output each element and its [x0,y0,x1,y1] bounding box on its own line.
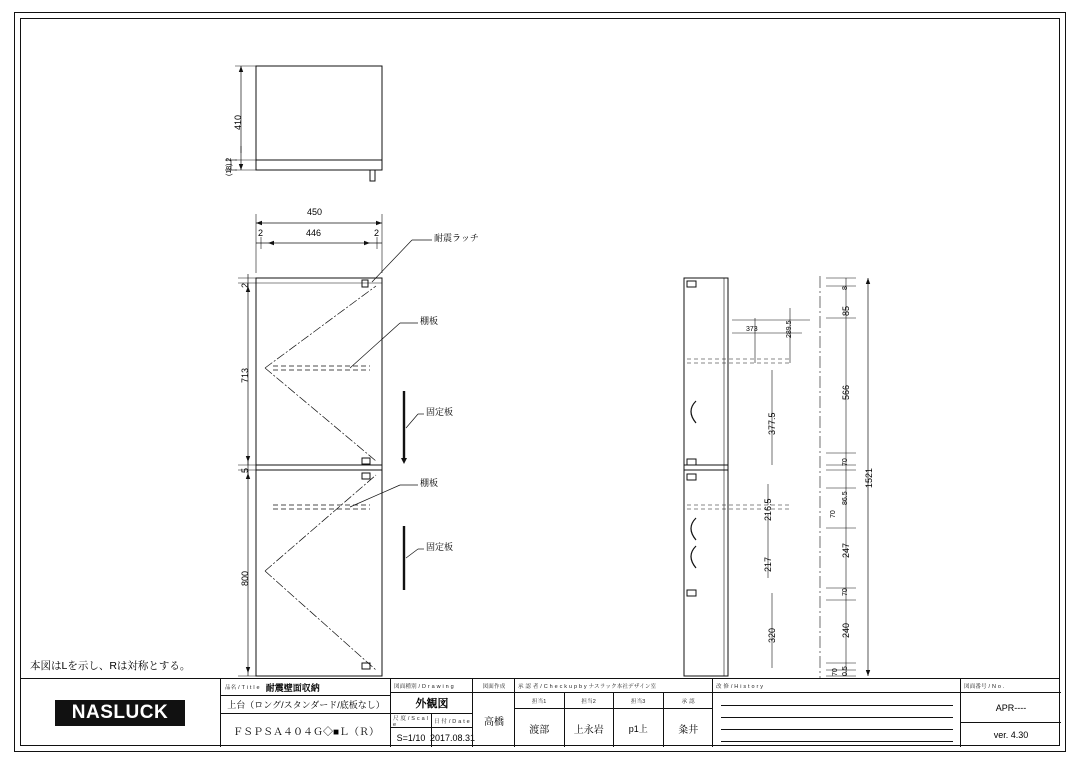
check-col-1-caption: 担当2 [581,698,597,705]
drawing-name: 外観図 [415,698,449,710]
scale-caption: 尺 度 / S c a l e [393,715,428,728]
title-line1: 耐震壁面収納 [265,682,320,693]
version-value: ver. 4.30 [993,730,1029,740]
callout-latch: 耐震ラッチ [434,233,479,243]
title-caption: 品名 / T i t l e [225,685,260,691]
side-dim-377-5: 377.5 [767,412,777,435]
history-line-1 [721,705,953,706]
side-view-outline [684,278,728,676]
check-col-0-value: 渡部 [529,724,550,736]
drawing-area [20,18,1060,678]
callout-fixed-plate-upper: 固定板 [426,407,454,417]
side-right-dim-247: 247 [841,542,851,558]
side-dim-320: 320 [767,627,777,643]
drawing-type-column [390,679,476,747]
check-col-0-caption: 担当1 [531,698,547,705]
approval-column [514,679,712,747]
check-col-3-caption: 承 認 [681,698,695,705]
side-overall-height-dim: 1521 [864,467,874,488]
date-value: 2017.08.31 [429,732,476,743]
history-column [712,679,960,747]
callout-fixed-plate-lower: 固定板 [426,542,454,552]
check-col-3-value: 粂井 [678,724,699,736]
side-right-dim-240: 240 [841,622,851,638]
side-right-dim-70-d: 70 [832,668,839,676]
scale-value: S=1/10 [396,732,426,743]
history-line-2 [721,717,953,718]
side-right-dim-8: 8 [842,286,849,290]
title-column [220,679,390,747]
side-right-dim-70-a: 70 [842,458,849,466]
side-right-dim-70-c: 70 [842,588,849,596]
side-right-dim-0-5: 0.5 [842,666,849,676]
front-middle-gap-dim: 5 [240,467,250,473]
sheet-note: 本図はLを示し、Rは対称とする。 [30,660,191,672]
history-caption: 改 修 / H i s t o r y [716,683,764,690]
front-view-outline [256,278,382,676]
front-width-total-dim: 450 [307,207,323,217]
front-width-left-margin-dim: 2 [258,228,264,238]
date-caption: 日 付 / D a t e [434,718,470,725]
title-block [20,678,1060,746]
side-dim-289-5: 289.5 [786,320,793,338]
side-right-dim-566: 566 [841,384,851,400]
callout-shelf-lower: 棚板 [420,478,439,488]
side-dim-217: 217 [763,556,773,572]
model-number: ＦＳＰＳＡ４０４Ｇ◇■Ｌ（Ｒ） [232,727,380,738]
title-line2: 上台（ロング/スタンダード/底板なし） [227,700,385,710]
history-line-3 [721,729,953,730]
design-value: 高橋 [484,716,504,728]
front-width-right-margin-dim: 2 [374,228,380,238]
design-caption: 図面作成 [482,683,506,690]
number-column [960,679,1060,747]
side-dim-373: 373 [746,326,758,333]
naslucks-wordmark: NASLUCK [55,700,185,726]
front-top-gap-dim: 2 [240,282,250,288]
top-view-outline [256,66,382,170]
top-view-depth-dim: 410 [233,114,243,130]
drawing-caption: 図面種別 / D r a w i n g [394,683,454,690]
number-value: APR---- [995,702,1027,713]
top-view-offset-dim: (18) 2 [226,157,233,176]
number-caption: 図面番号 / N o . [964,683,1005,690]
check-caption: 承 認 者 / C h e c k u p b y ナスラック本社デザイン室 [518,683,657,690]
company-logo [20,679,220,747]
callout-shelf-upper: 棚板 [420,316,439,326]
front-width-inner-dim: 446 [306,228,322,238]
history-line-4 [721,741,953,742]
side-right-dim-86-5: 86.5 [842,491,849,505]
technical-drawing [20,18,1060,678]
side-right-dim-70-b: 70 [830,510,837,518]
check-col-2-caption: 担当3 [630,698,646,705]
check-col-2-value: р1上 [628,723,648,734]
designer-column [472,679,514,747]
front-lower-height-dim: 800 [240,570,250,586]
side-right-dim-85: 85 [841,305,851,316]
side-dim-216-5: 216.5 [763,498,773,521]
front-upper-height-dim: 713 [240,367,250,383]
check-col-1-value: 上永岩 [573,724,604,736]
